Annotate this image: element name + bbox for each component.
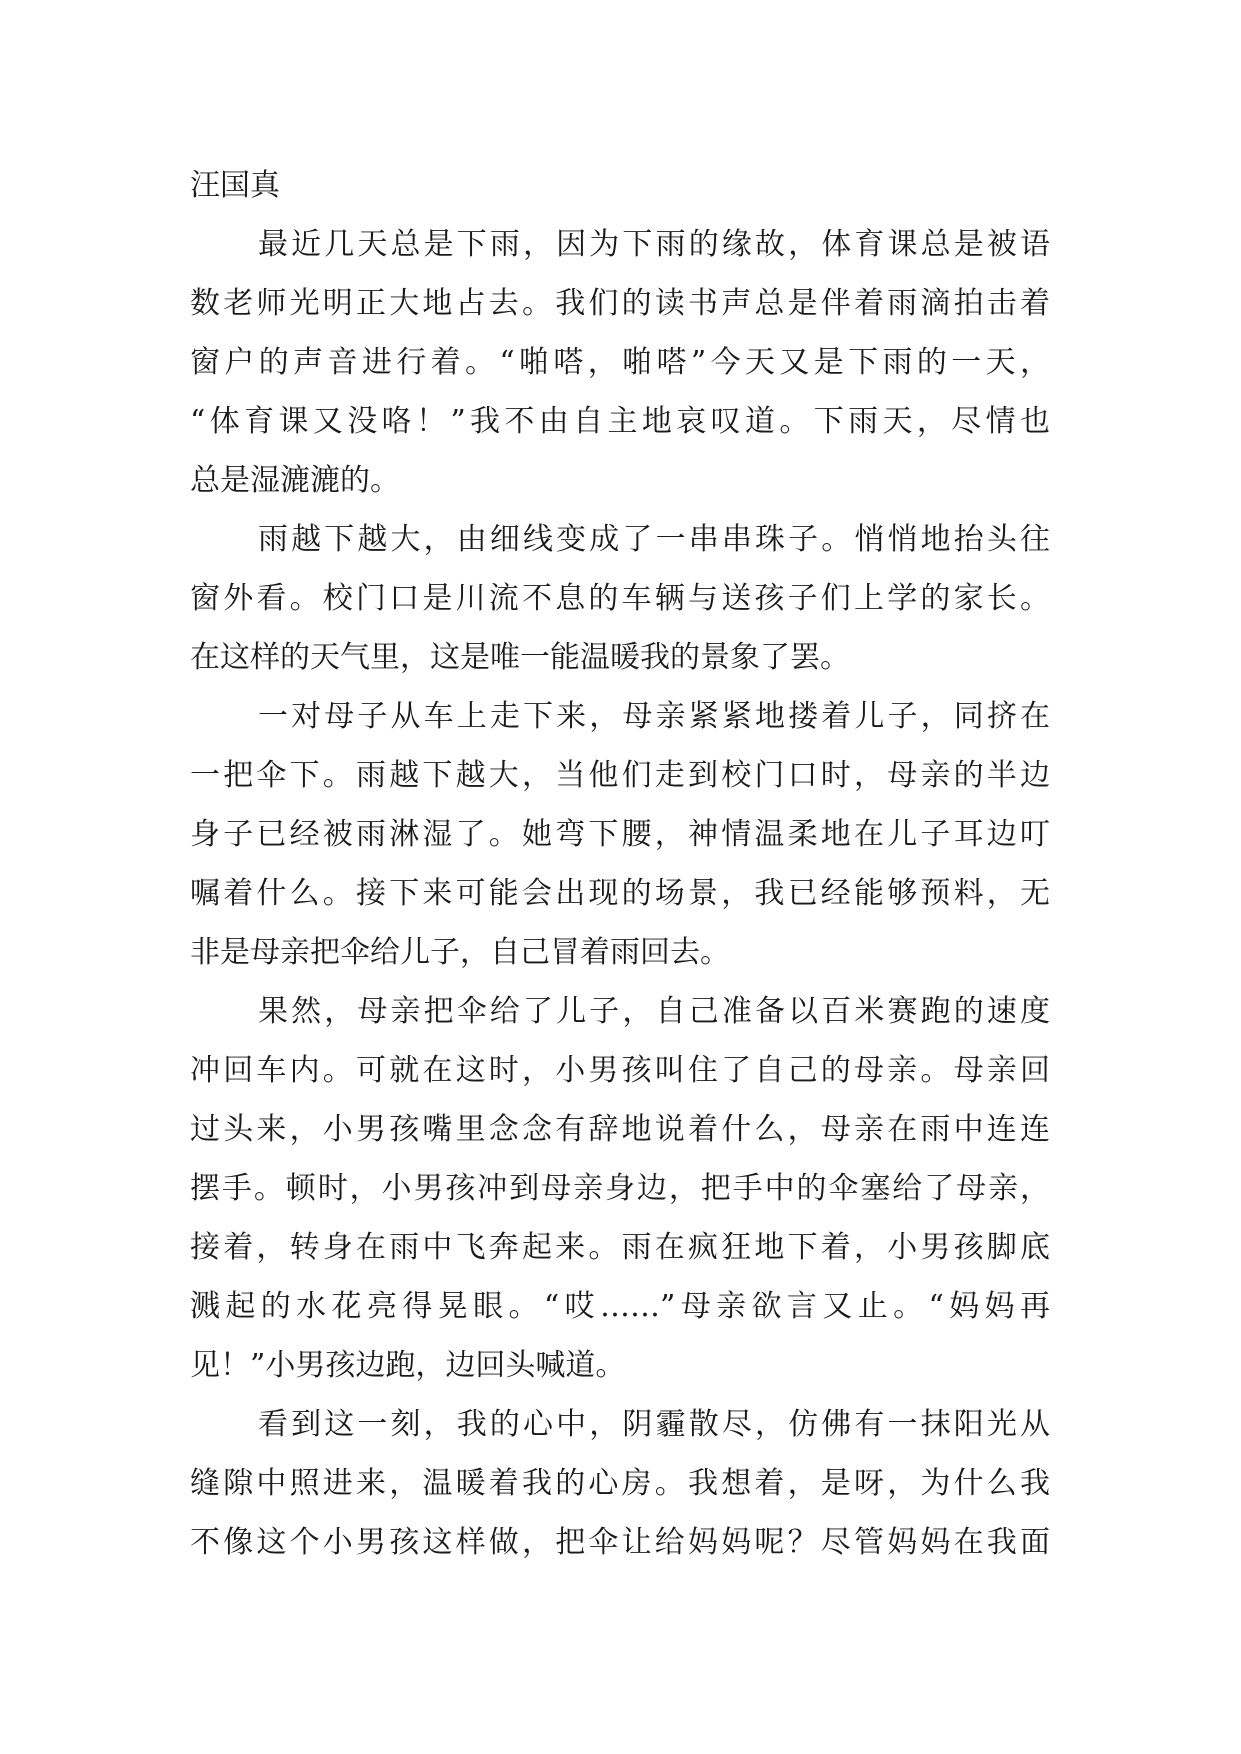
text-line: 最近几天总是下雨，因为下雨的缘故，体育课总是被语 — [258, 227, 1050, 262]
text-line: 看到这一刻，我的心中，阴霾散尽，仿佛有一抹阳光从 — [258, 1407, 1050, 1442]
text-line: 窗户的声音进行着。“啪嗒，啪嗒”今天又是下雨的一天， — [190, 345, 1050, 380]
text-line: 一对母子从车上走下来，母亲紧紧地搂着儿子，同挤在 — [258, 699, 1050, 734]
text-line: 身子已经被雨淋湿了。她弯下腰，神情温柔地在儿子耳边叮 — [190, 817, 1050, 852]
text-line: 见！”小男孩边跑，边回头喊道。 — [190, 1348, 626, 1383]
text-line: 溅起的水花亮得晃眼。“哎……”母亲欲言又止。“妈妈再 — [190, 1289, 1050, 1324]
text-line: 一把伞下。雨越下越大，当他们走到校门口时，母亲的半边 — [190, 758, 1050, 793]
text-line: 总是湿漉漉的。 — [190, 463, 400, 498]
text-line: 数老师光明正大地占去。我们的读书声总是伴着雨滴拍击着 — [190, 286, 1050, 321]
essay-body — [190, 156, 1050, 1572]
text-line: 雨越下越大，由细线变成了一串串珠子。悄悄地抬头往 — [258, 522, 1050, 557]
text-line: 不像这个小男孩这样做，把伞让给妈妈呢？尽管妈妈在我面 — [190, 1525, 1050, 1560]
text-line: 嘱着什么。接下来可能会出现的场景，我已经能够预料，无 — [190, 876, 1050, 911]
text-line: 果然，母亲把伞给了儿子，自己准备以百米赛跑的速度 — [258, 994, 1050, 1029]
text-line: 接着，转身在雨中飞奔起来。雨在疯狂地下着，小男孩脚底 — [190, 1230, 1050, 1265]
author-name: 汪国真 — [190, 168, 280, 203]
text-line: 在这样的天气里，这是唯一能温暖我的景象了罢。 — [190, 640, 850, 675]
text-line: “体育课又没咯！”我不由自主地哀叹道。下雨天，尽情也 — [190, 404, 1050, 439]
text-line: 冲回车内。可就在这时，小男孩叫住了自己的母亲。母亲回 — [190, 1053, 1050, 1088]
text-line: 过头来，小男孩嘴里念念有辞地说着什么，母亲在雨中连连 — [190, 1112, 1050, 1147]
text-line: 摆手。顿时，小男孩冲到母亲身边，把手中的伞塞给了母亲， — [190, 1171, 1050, 1206]
text-line: 窗外看。校门口是川流不息的车辆与送孩子们上学的家长。 — [190, 581, 1050, 616]
text-line: 非是母亲把伞给儿子，自己冒着雨回去。 — [190, 935, 730, 970]
text-line: 缝隙中照进来，温暖着我的心房。我想着，是呀，为什么我 — [190, 1466, 1050, 1501]
